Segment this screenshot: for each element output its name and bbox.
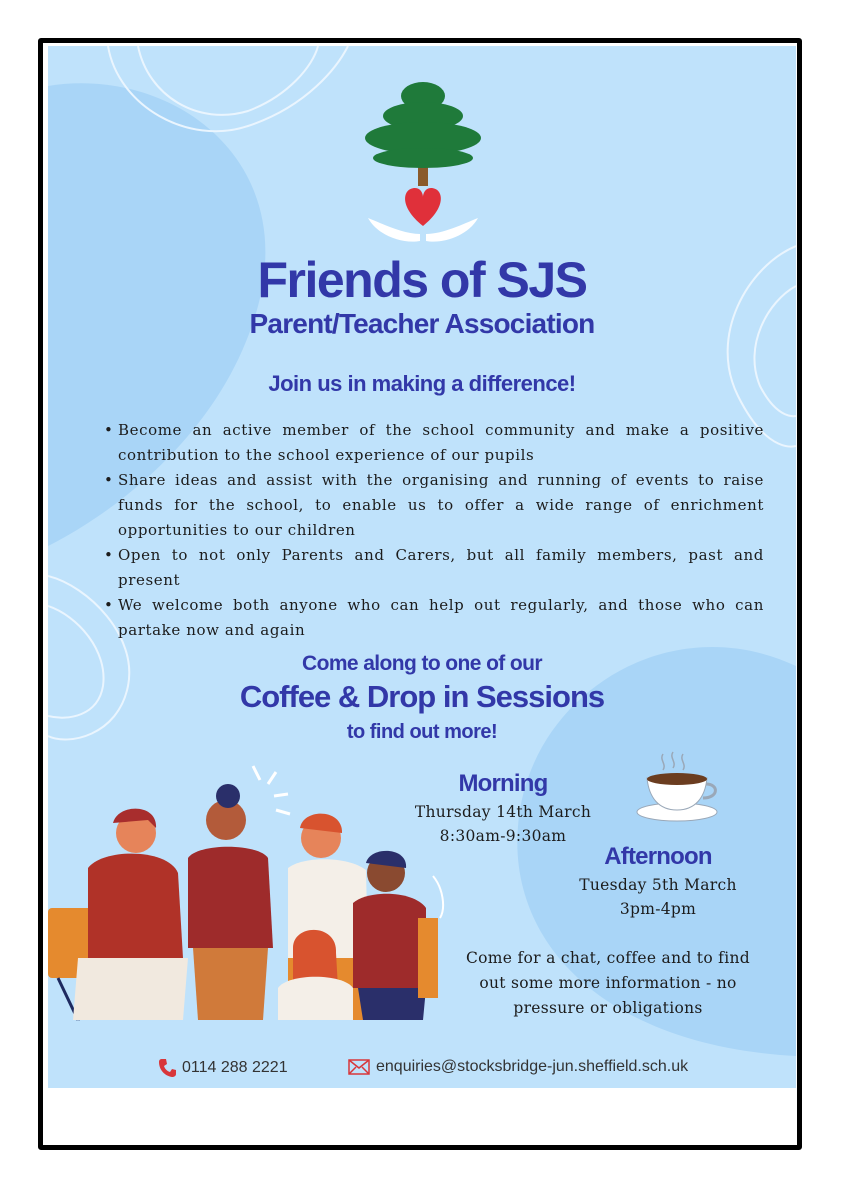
list-item: • Share ideas and assist with the organising and running of events to raise funds for the school, to enable us to offer a wide range of enrichment opportunities to our children bbox=[118, 468, 764, 543]
email-address[interactable]: enquiries@stocksbridge-jun.sheffield.sch.uk bbox=[376, 1058, 689, 1075]
afternoon-session bbox=[553, 843, 763, 921]
group-illustration bbox=[48, 758, 458, 1028]
poster bbox=[48, 46, 796, 1088]
tagline: Join us in making a difference! bbox=[268, 371, 576, 396]
coffee-cup-icon bbox=[633, 746, 723, 826]
list-item: • We welcome both anyone who can help out regularly, and those who can partake now and again bbox=[118, 593, 764, 643]
afternoon-time: 3pm-4pm bbox=[619, 900, 697, 918]
cta-line-3: to find out more! bbox=[346, 721, 498, 743]
cta-line-1: Come along to one of our bbox=[302, 652, 542, 675]
morning-label: Morning bbox=[458, 770, 548, 797]
page-subtitle: Parent/Teacher Association bbox=[249, 308, 595, 339]
afternoon-date: Tuesday 5th March bbox=[579, 876, 737, 894]
morning-time: 8:30am-9:30am bbox=[439, 827, 567, 845]
afternoon-label: Afternoon bbox=[604, 843, 712, 870]
list-item: • Open to not only Parents and Carers, but all family members, past and present bbox=[118, 543, 764, 593]
page-title: Friends of SJS bbox=[257, 252, 587, 308]
morning-session bbox=[398, 770, 608, 848]
list-item: • Become an active member of the school community and make a positive contribution to the school experience of our pupils bbox=[118, 418, 764, 468]
cta-heading: Coffee & Drop in Sessions bbox=[239, 679, 605, 714]
tree-heart-hands-logo bbox=[358, 66, 488, 246]
benefits-list bbox=[104, 418, 764, 643]
phone-icon bbox=[158, 1058, 176, 1078]
info-blurb: Come for a chat, coffee and to find out some more information - no pressure or obligations bbox=[466, 949, 750, 1017]
phone-contact[interactable] bbox=[158, 1058, 288, 1078]
email-contact[interactable] bbox=[348, 1058, 688, 1076]
envelope-icon bbox=[348, 1059, 370, 1075]
phone-number[interactable]: 0114 288 2221 bbox=[182, 1059, 288, 1076]
morning-date: Thursday 14th March bbox=[414, 803, 592, 821]
